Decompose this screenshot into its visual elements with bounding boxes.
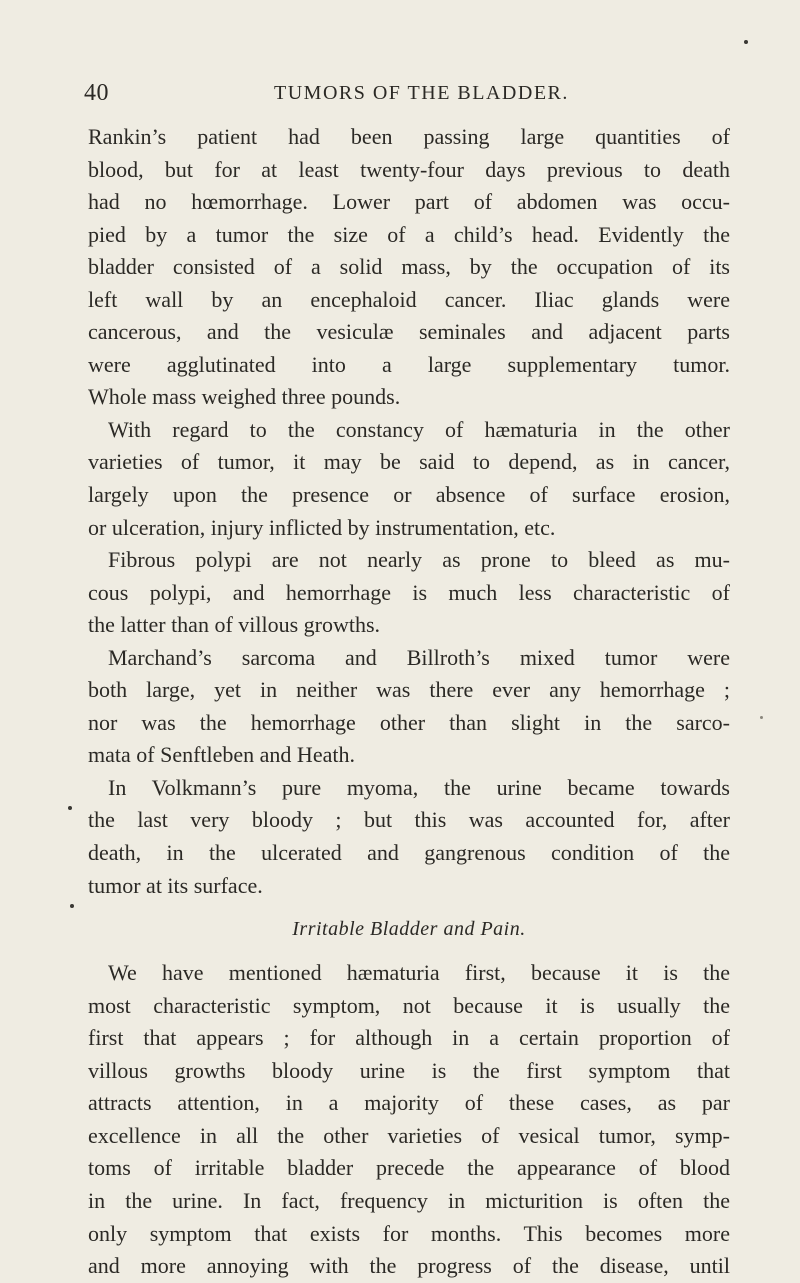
text-line: both large, yet in neither was there ever any hemorrhage ; (88, 677, 730, 703)
text-line: were agglutinated into a large supplementary tumor. (88, 351, 730, 377)
running-head: TUMORS OF THE BLADDER. (274, 82, 569, 104)
paper-speck (68, 806, 72, 810)
section-heading: Irritable Bladder and Pain. (292, 918, 526, 941)
text-line: Marchand’s sarcoma and Billroth’s mixed tumor were (108, 644, 730, 670)
text-line: and more annoying with the progress of the disease, until (88, 1253, 730, 1279)
paragraph (88, 772, 730, 902)
text-line: We have mentioned hæmaturia first, because it is the (108, 960, 730, 986)
paragraph (88, 957, 730, 1282)
page-header (0, 80, 800, 112)
text-line: first that appears ; for although in a certain proportion of (88, 1025, 730, 1051)
text-line: cous polypi, and hemorrhage is much less characteristic of (88, 579, 730, 605)
paper-speck (760, 716, 763, 719)
text-line: villous growths bloody urine is the first symptom that (88, 1057, 730, 1083)
paragraph (88, 414, 730, 544)
text-line: blood, but for at least twenty-four days previous to death (88, 156, 730, 182)
text-line: With regard to the constancy of hæmaturia in the other (108, 416, 730, 442)
text-line: Whole mass weighed three pounds. (88, 384, 401, 410)
text-line: cancerous, and the vesiculæ seminales and adjacent parts (88, 319, 730, 345)
text-line: or ulceration, injury inflicted by instrumentation, etc. (88, 514, 556, 540)
text-line: the last very bloody ; but this was accounted for, after (88, 807, 730, 833)
text-line: bladder consisted of a solid mass, by the occupation of its (88, 254, 730, 280)
text-line: most characteristic symptom, not because it is usually the (88, 992, 730, 1018)
text-line: only symptom that exists for months. This becomes more (88, 1220, 730, 1246)
text-line: varieties of tumor, it may be said to depend, as in cancer, (88, 449, 730, 475)
paragraph (88, 642, 730, 772)
text-line: In Volkmann’s pure myoma, the urine became towards (108, 774, 730, 800)
text-line: Fibrous polypi are not nearly as prone to bleed as mu- (108, 547, 730, 573)
text-line: left wall by an encephaloid cancer. Iliac glands were (88, 286, 730, 312)
text-line: nor was the hemorrhage other than slight in the sarco- (88, 709, 730, 735)
text-line: in the urine. In fact, frequency in micturition is often the (88, 1187, 730, 1213)
page-number: 40 (84, 80, 109, 106)
body-text (88, 121, 730, 1283)
paragraph (88, 544, 730, 642)
text-line: had no hœmorrhage. Lower part of abdomen was occu- (88, 189, 730, 215)
text-line: excellence in all the other varieties of vesical tumor, symp- (88, 1122, 730, 1148)
text-line: the latter than of villous growths. (88, 612, 381, 638)
paper-speck (744, 40, 748, 44)
text-line: toms of irritable bladder precede the appearance of blood (88, 1155, 730, 1181)
text-line: largely upon the presence or absence of surface erosion, (88, 482, 730, 508)
text-line: Rankin’s patient had been passing large quantities of (88, 124, 730, 149)
paragraph (88, 121, 730, 414)
text-line: attracts attention, in a majority of these cases, as par (88, 1090, 730, 1116)
text-line: death, in the ulcerated and gangrenous condition of the (88, 840, 730, 866)
text-line: pied by a tumor the size of a child’s head. Evidently the (88, 221, 730, 247)
text-line: tumor at its surface. (88, 872, 263, 898)
text-line: mata of Senftleben and Heath. (88, 742, 355, 768)
paper-speck (70, 904, 74, 908)
